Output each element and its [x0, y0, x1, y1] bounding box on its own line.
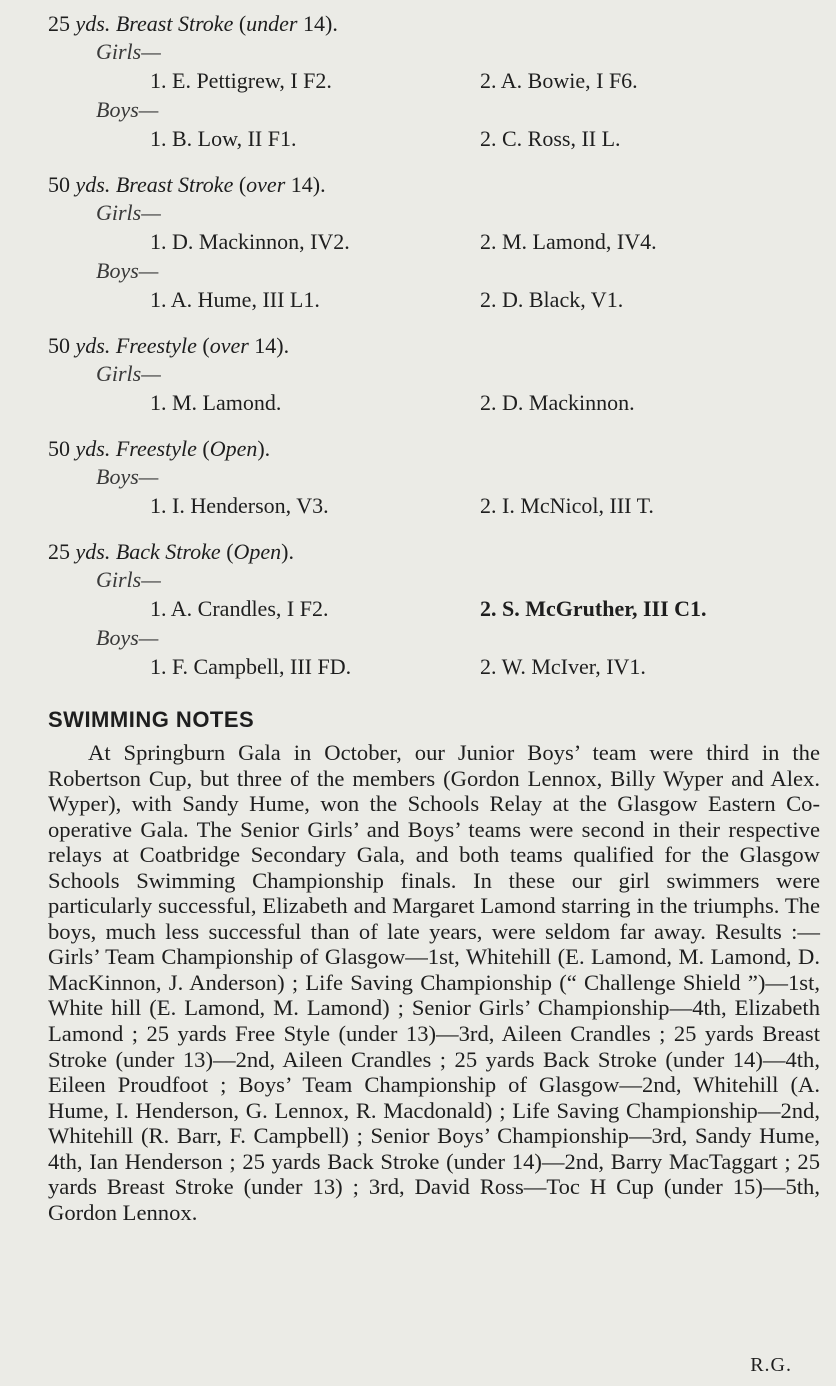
event-restriction: Open: [209, 436, 258, 461]
category-label: Girls—: [96, 567, 161, 592]
event-stroke: Back Stroke: [115, 539, 221, 564]
event-stroke: Freestyle: [115, 436, 197, 461]
second-place: 2. C. Ross, II L.: [480, 126, 621, 151]
placing-row: [48, 387, 828, 419]
second-place: 2. S. McGruther, III C1.: [480, 596, 707, 621]
event-restriction-value: 14: [254, 333, 277, 358]
event-distance: 25: [48, 539, 70, 564]
second-place: 2. M. Lamond, IV4.: [480, 229, 657, 254]
placing-row: [48, 651, 828, 683]
category-label: Girls—: [96, 361, 161, 386]
event-title: 25 yds. Back Stroke (Open).: [48, 539, 294, 564]
event-block: [48, 536, 828, 683]
event-title: 50 yds. Freestyle (over 14).: [48, 333, 290, 358]
first-place: 1. A. Crandles, I F2.: [150, 596, 329, 621]
event-restriction: over: [209, 333, 249, 358]
category-label: Boys—: [96, 464, 159, 489]
results-list: [48, 8, 828, 683]
first-place: 1. D. Mackinnon, IV2.: [150, 229, 350, 254]
event-unit: yds.: [75, 172, 111, 197]
category-label: Girls—: [96, 200, 161, 225]
placing-row: [48, 123, 828, 155]
event-restriction: over: [246, 172, 286, 197]
event-restriction: Open: [233, 539, 282, 564]
event-title: 50 yds. Freestyle (Open).: [48, 436, 271, 461]
event-unit: yds.: [75, 333, 111, 358]
category-label: Boys—: [96, 97, 159, 122]
event-restriction-value: 14: [303, 11, 325, 36]
event-block: [48, 8, 828, 155]
first-place: 1. E. Pettigrew, I F2.: [150, 68, 332, 93]
category-label: Boys—: [96, 258, 159, 283]
event-distance: 50: [48, 436, 70, 461]
second-place: 2. D. Mackinnon.: [480, 390, 635, 415]
first-place: 1. M. Lamond.: [150, 390, 282, 415]
event-title: 25 yds. Breast Stroke (under 14).: [48, 11, 338, 36]
author-initials: R.G.: [750, 1354, 792, 1376]
section-heading: SWIMMING NOTES: [48, 707, 255, 732]
event-unit: yds.: [75, 11, 111, 36]
first-place: 1. I. Henderson, V3.: [150, 493, 329, 518]
placing-row: [48, 593, 828, 625]
category-label: Boys—: [96, 625, 159, 650]
event-distance: 50: [48, 172, 70, 197]
event-distance: 50: [48, 333, 70, 358]
event-restriction: under: [246, 11, 298, 36]
event-stroke: Breast Stroke: [115, 11, 234, 36]
event-distance: 25: [48, 11, 70, 36]
event-block: [48, 433, 828, 522]
event-stroke: Freestyle: [115, 333, 197, 358]
first-place: 1. F. Campbell, III FD.: [150, 654, 352, 679]
event-block: [48, 330, 828, 419]
event-title: 50 yds. Breast Stroke (over 14).: [48, 172, 326, 197]
event-block: [48, 169, 828, 316]
first-place: 1. A. Hume, III L1.: [150, 287, 320, 312]
second-place: 2. W. McIver, IV1.: [480, 654, 646, 679]
event-restriction-value: 14: [290, 172, 313, 197]
second-place: 2. A. Bowie, I F6.: [480, 68, 638, 93]
event-unit: yds.: [75, 436, 111, 461]
second-place: 2. D. Black, V1.: [480, 287, 624, 312]
notes-paragraph: At Springburn Gala in October, our Junior Boys’ team were third in the Robertson Cup, but three of the members (Gordon Lennox, Billy Wyper and Alex. Wyper), with Sandy Hume, won the Schools Relay at the Glasgow Eastern Co-operative Gala. The Senior Girls’ and Boys’ teams were second in their respective relays at Coatbridge Secondary Gala, and both teams qualified for the Glasgow Schools Swimming Championship finals. In these our girl swimmers were particularly successful, Elizabeth and Margaret Lamond starring in the triumphs. The boys, much less successful than of late years, were seldom far away. Results :—Girls’ Team Championship of Glasgow—1st, Whitehill (E. Lamond, M. Lamond, D. MacKinnon, J. Anderson) ; Life Saving Championship (“ Challenge Shield ”)—1st, White hill (E. Lamond, M. Lamond) ; Senior Girls’ Championship—4th, Elizabeth Lamond ; 25 yards Free Style (under 13)—3rd, Aileen Crandles ; 25 yards Breast Stroke (under 13)—2nd, Aileen Crandles ; 25 yards Back Stroke (under 14)—4th, Eileen Proudfoot ; Boys’ Team Championship of Glasgow—2nd, Whitehill (A. Hume, I. Henderson, G. Lennox, R. Macdonald) ; Life Saving Championship—2nd, Whitehill (R. Barr, F. Campbell) ; Senior Boys’ Championship—3rd, Sandy Hume, 4th, Ian Henderson ; 25 yards Back Stroke (under 14)—2nd, Barry MacTaggart ; 25 yards Breast Stroke (under 13) ; 3rd, David Ross—Toc H Cup (under 15)—5th, Gordon Lennox.: [48, 740, 820, 1225]
placing-row: [48, 284, 828, 316]
placing-row: [48, 226, 828, 258]
second-place: 2. I. McNicol, III T.: [480, 493, 654, 518]
placing-row: [48, 65, 828, 97]
placing-row: [48, 490, 828, 522]
event-unit: yds.: [75, 539, 111, 564]
event-stroke: Breast Stroke: [115, 172, 234, 197]
category-label: Girls—: [96, 39, 161, 64]
first-place: 1. B. Low, II F1.: [150, 126, 297, 151]
